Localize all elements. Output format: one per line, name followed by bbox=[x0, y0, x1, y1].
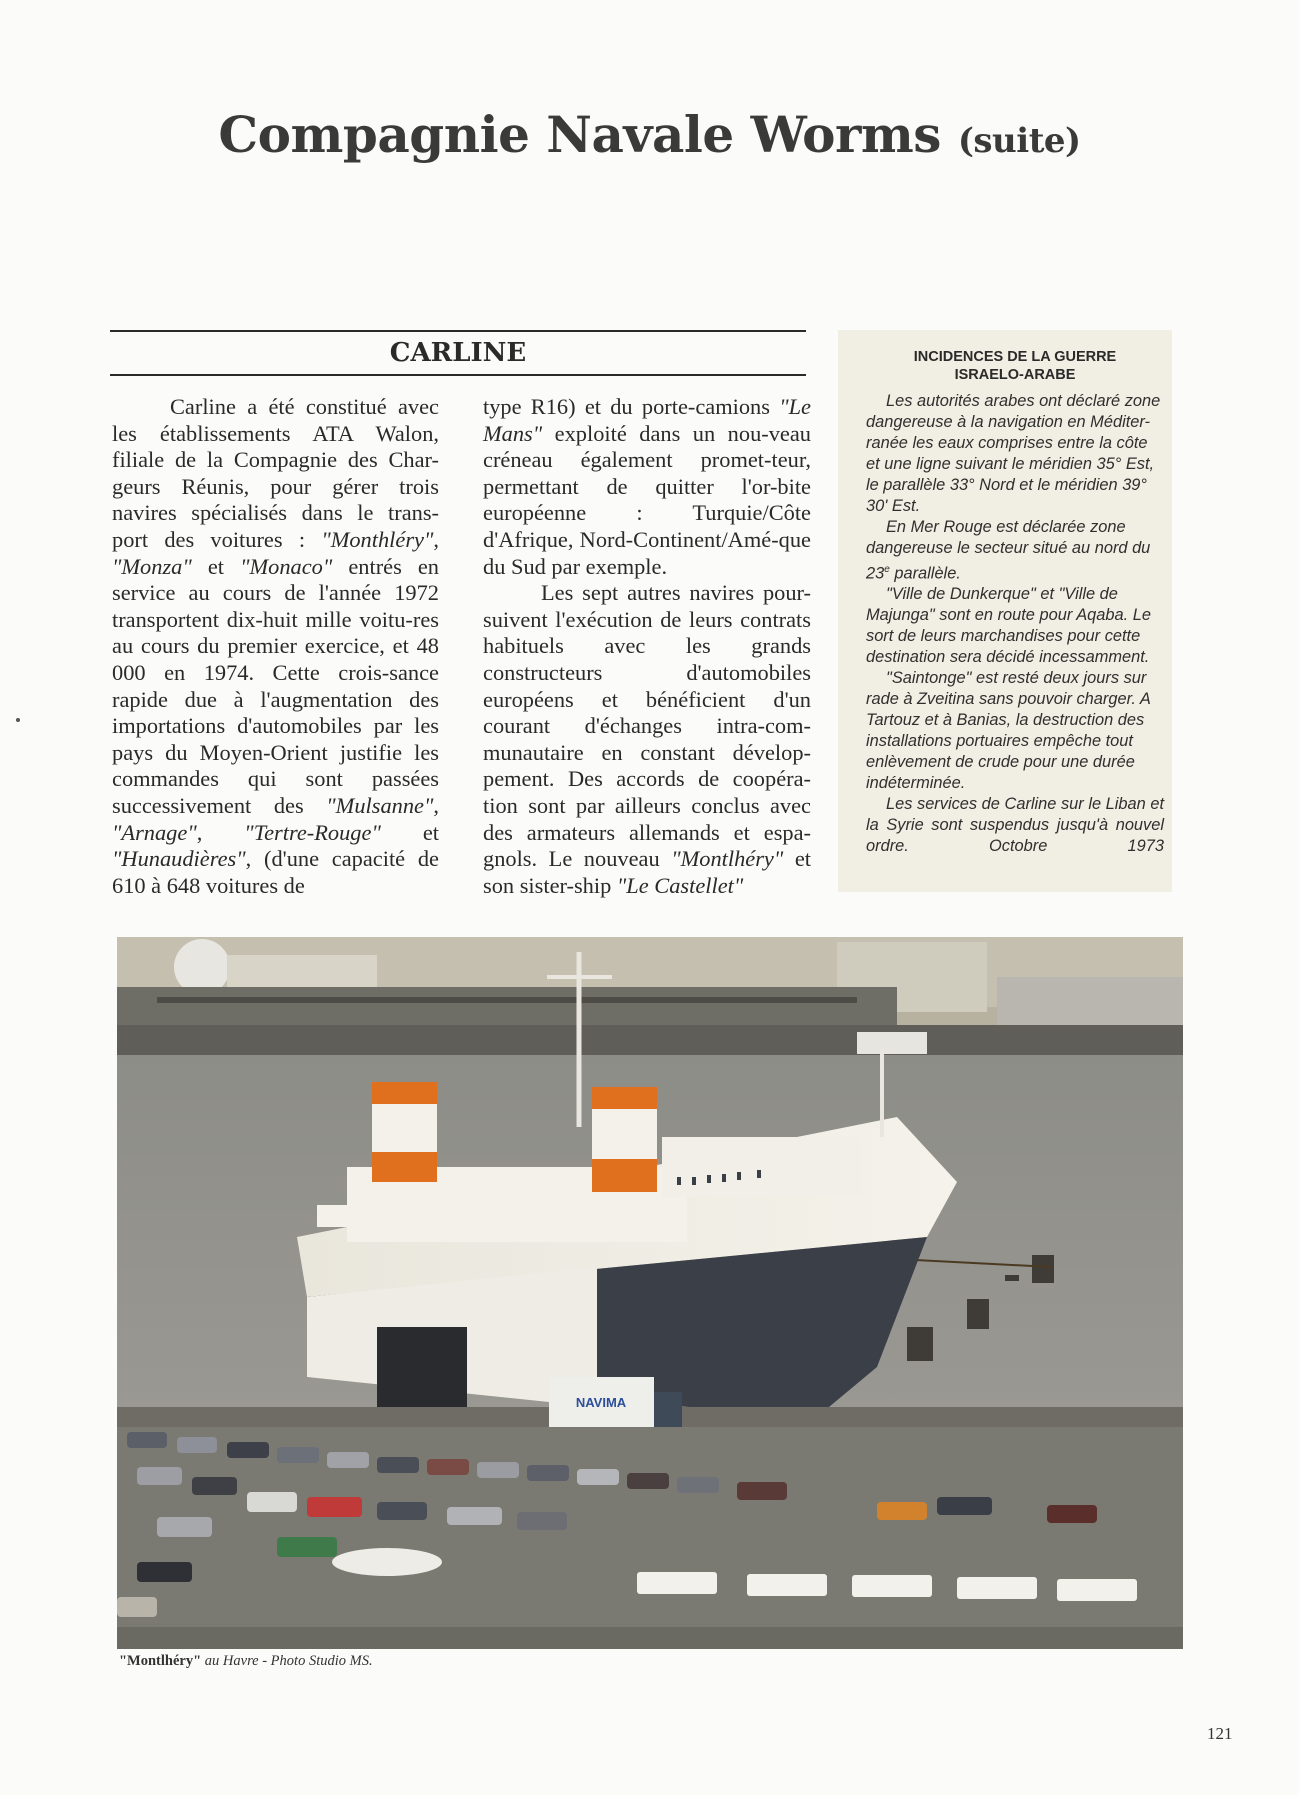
quay-road bbox=[117, 1627, 1183, 1649]
ship-name: "Tertre-Rouge" bbox=[244, 819, 381, 845]
sidebar-date: Octobre 1973 bbox=[989, 837, 1164, 856]
text-run: type R16) et du porte-camions bbox=[483, 394, 780, 419]
storage-tank bbox=[174, 939, 230, 995]
warehouse bbox=[997, 977, 1183, 1027]
sidebar-title-line: ISRAELO-ARABE bbox=[954, 367, 1076, 383]
text-run: , bbox=[433, 526, 439, 552]
caption-text: au Havre - Photo Studio MS. bbox=[201, 1653, 373, 1669]
sidebar-body bbox=[866, 391, 1164, 857]
sidebar-paragraph: Les autorités arabes ont déclaré zone dangereuse à la navigation en Méditer-ranée les eaux comprises entre la côte et une ligne suivant le méridien 35° Est, le parallèle 33° Nord et le méridien 39° 30' Est. bbox=[866, 392, 1161, 515]
funnel-aft-band bbox=[372, 1152, 437, 1182]
superstructure-forward bbox=[662, 1137, 862, 1197]
text-run: parallèle. bbox=[889, 564, 961, 583]
quay-structure bbox=[117, 987, 897, 1027]
text-run: , (d'une capacité de 610 à 648 voitures de bbox=[112, 846, 439, 898]
ship-name: "Monza" bbox=[112, 553, 192, 579]
sidebar-paragraph: "Ville de Dunkerque" et "Ville de Majunga" sont en route pour Aqaba. Le sort de leurs marchandises pour cette destination sera décidé incessamment. bbox=[866, 585, 1151, 667]
article-column-1 bbox=[112, 394, 439, 899]
funnel-forward-band bbox=[592, 1159, 657, 1192]
text-run: Carline a été constitué avec les établissements ATA Walon, filiale de la Compagnie des Char-geurs Réunis, pour gérer trois navires spécialisés dans le trans-port des voitures : bbox=[112, 394, 439, 552]
article-column-2 bbox=[483, 394, 811, 899]
mooring-dolphin bbox=[1032, 1255, 1054, 1283]
page-title bbox=[0, 105, 1299, 164]
stern-ramp-opening bbox=[377, 1327, 467, 1407]
photo-caption bbox=[119, 1653, 373, 1670]
article-paragraph bbox=[112, 394, 439, 899]
ship-name: "Monaco" bbox=[240, 553, 333, 579]
ship-name: "Hunaudières" bbox=[112, 846, 246, 872]
sidebar-title-line: INCIDENCES DE LA GUERRE bbox=[913, 349, 1117, 365]
mooring-dolphin bbox=[907, 1327, 933, 1361]
text-run: et bbox=[191, 553, 241, 579]
text-run: et bbox=[380, 819, 439, 845]
mooring-dolphin bbox=[967, 1299, 989, 1329]
far-quay bbox=[117, 1025, 1183, 1055]
sidebar-paragraph: "Saintonge" est resté deux jours sur rade à Zveitina sans pouvoir charger. A Tartouz et à Banias, la destruction des installations portuaires empêche tout enlèvement de crude pour une durée indéterminée. bbox=[866, 669, 1151, 793]
article-paragraph bbox=[483, 394, 811, 580]
text-run: Les sept autres navires pour-suivent l'exécution de leurs contrats habituels avec les grands constructeurs d'automobiles européens et bénéficient d'un courant d'échanges intra-com-munautaire en constant dévelop-pement. Des accords de coopéra-tion sont par ailleurs conclus avec des armateurs allemands et espa-gnols. Le nouveau bbox=[483, 580, 811, 872]
ship-photo-illustration bbox=[117, 937, 1183, 1649]
funnel-forward-band bbox=[592, 1087, 657, 1109]
text-run: , bbox=[433, 792, 439, 818]
superscript: e bbox=[884, 564, 890, 575]
ship-name: "Mulsanne" bbox=[326, 792, 434, 818]
caption-ship-name: "Montlhéry" bbox=[119, 1653, 202, 1669]
boat-on-trailer bbox=[332, 1548, 442, 1576]
sidebar-paragraph bbox=[866, 517, 1164, 584]
text-run: entrés en service au cours de l'année 1972 transportent dix-huit mille voitu-res au cours du premier exercice, et 48 000 en 1974. Cette crois-sance rapide due à l'augmentation des importations d'automobiles par les pays du Moyen-Orient justifie les commandes qui sont passées successivement des bbox=[112, 553, 440, 818]
mooring-dolphin bbox=[1005, 1275, 1019, 1281]
text-run: et son sister-ship bbox=[483, 846, 811, 898]
funnel-aft-band bbox=[372, 1082, 437, 1104]
ship-name: "Montlhéry" bbox=[671, 846, 784, 872]
article-paragraph bbox=[483, 580, 811, 899]
page-title-suffix: (suite) bbox=[957, 121, 1081, 161]
deck-house bbox=[317, 1205, 417, 1227]
page-number: 121 bbox=[1207, 1724, 1233, 1743]
sidebar-paragraph bbox=[866, 794, 1164, 857]
sidebar-box bbox=[838, 330, 1172, 892]
text-run: , bbox=[196, 819, 245, 845]
page-title-main: Compagnie Navale Worms bbox=[218, 105, 941, 164]
quayside bbox=[117, 1407, 1183, 1649]
text-run: Les services de Carline sur le Liban et la Syrie sont suspendus jusqu'à nouvel ordre. bbox=[866, 795, 1164, 856]
margin-mark bbox=[16, 718, 20, 722]
conveyor bbox=[157, 997, 857, 1003]
truck-cab bbox=[654, 1392, 682, 1427]
shed bbox=[857, 1032, 927, 1054]
section-bottom-rule bbox=[110, 374, 806, 376]
ship-name: "Monthléry" bbox=[321, 526, 434, 552]
text-run: exploité dans un nou-veau créneau également promet-teur, permettant de quitter l'or-bite européenne : Turquie/Côte d'Afrique, Nord-Continent/Amé-que du Sud par exemple. bbox=[483, 420, 811, 579]
text-run: En Mer Rouge est déclarée zone dangereuse le secteur situé au nord du 23 bbox=[866, 518, 1151, 583]
ship-name: "Le Mans" bbox=[483, 394, 811, 446]
sidebar-title bbox=[866, 348, 1164, 384]
section-top-rule bbox=[110, 330, 806, 332]
ship-photo bbox=[117, 937, 1183, 1649]
ship-name: "Arnage" bbox=[112, 819, 197, 845]
ship-name: "Le Castellet" bbox=[616, 872, 744, 898]
section-heading: CARLINE bbox=[389, 338, 527, 368]
truck-logo: NAVIMA bbox=[575, 1395, 627, 1410]
